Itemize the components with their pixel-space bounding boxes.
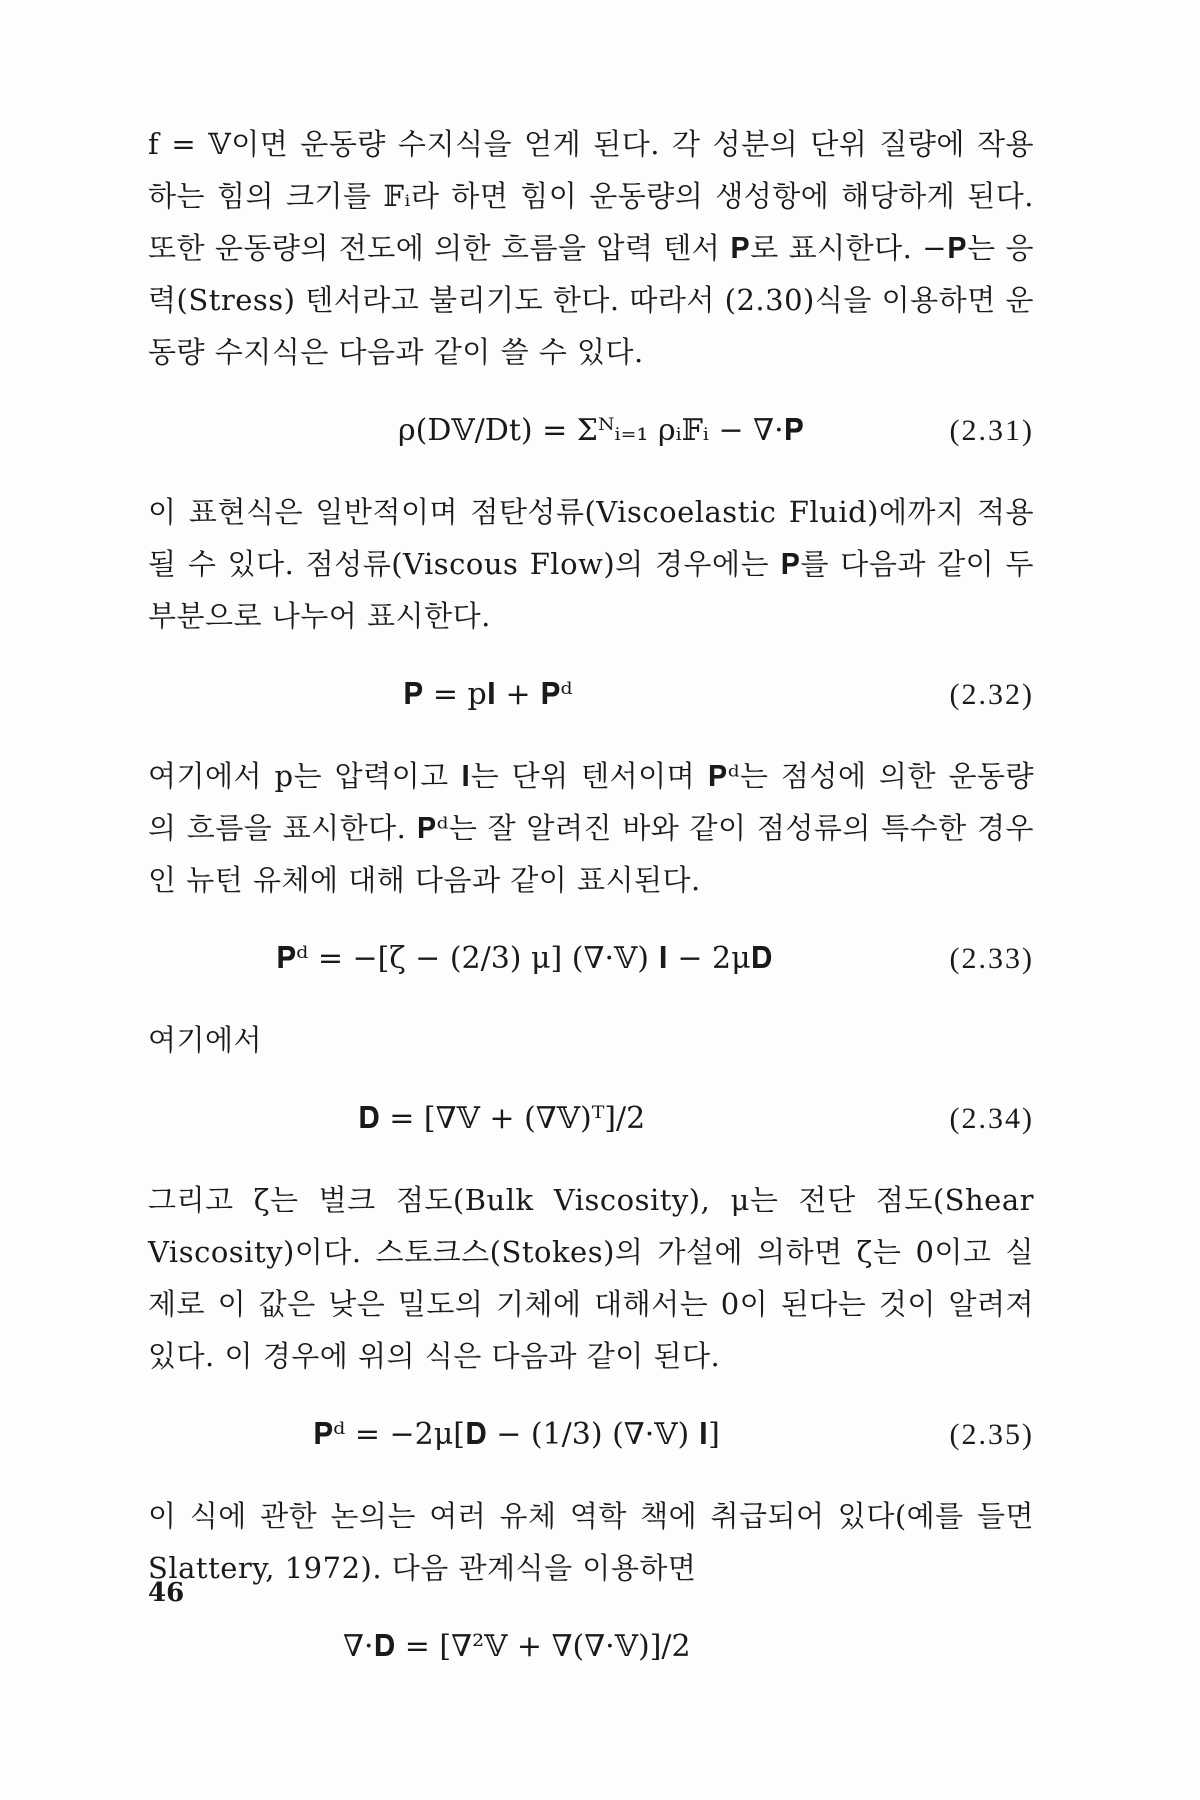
equation-divergence-d: [148, 1616, 1034, 1678]
equation-number: (2.33): [949, 942, 1034, 975]
equation-formula: 𝐃 = [∇𝕍 + (∇𝕍)ᵀ]/2: [358, 1101, 646, 1136]
paragraph-momentum-balance: f = 𝕍이면 운동량 수지식을 얻게 된다. 각 성분의 단위 질량에 작용하는 힘의 크기를 𝔽ᵢ라 하면 힘이 운동량의 생성항에 해당하게 된다. 또한 운동량의 전도에 의한 흐름을 압력 텐서 𝐏로 표시한다. −𝐏는 응력(Stress) 텐서라고 불리기도 한다. 따라서 (2.30)식을 이용하면 운동량 수지식은 다음과 같이 쓸 수 있다.: [148, 127, 1034, 369]
page-body: [148, 118, 1034, 1702]
equation-number: (2.35): [949, 1418, 1034, 1451]
paragraph-bulk-viscosity: 그리고 ζ는 벌크 점도(Bulk Viscosity), μ는 전단 점도(Shear Viscosity)이다. 스토크스(Stokes)의 가설에 의하면 ζ는 0이고 실제로 이 값은 낮은 밀도의 기체에 대해서는 0이 된다는 것이 알려져 있다. 이 경우에 위의 식은 다음과 같이 된다.: [148, 1183, 1034, 1373]
paragraph-pressure-tensor: 여기에서 p는 압력이고 𝐈는 단위 텐서이며 𝐏ᵈ는 점성에 의한 운동량의 흐름을 표시한다. 𝐏ᵈ는 잘 알려진 바와 같이 점성류의 특수한 경우인 뉴턴 유체에 대해 다음과 같이 표시된다.: [148, 759, 1034, 897]
paragraph-discussion: 이 식에 관한 논의는 여러 유체 역학 책에 취급되어 있다(예를 들면 Slattery, 1972). 다음 관계식을 이용하면: [148, 1499, 1034, 1585]
equation-2-31: [148, 400, 1034, 462]
equation-2-32: [148, 664, 1034, 726]
equation-number: (2.31): [949, 414, 1034, 447]
equation-2-33: [148, 928, 1034, 990]
equation-formula: 𝐏 = p𝐈 + 𝐏ᵈ: [403, 677, 573, 712]
equation-formula: 𝐏ᵈ = −[ζ − (2/3) μ] (∇·𝕍) 𝐈 − 2μ𝐃: [276, 941, 773, 976]
equation-2-34: [148, 1088, 1034, 1150]
equation-formula: ∇·𝐃 = [∇²𝕍 + ∇(∇·𝕍)]/2: [343, 1629, 691, 1664]
paragraph-where: 여기에서: [148, 1023, 263, 1057]
equation-number: (2.34): [949, 1102, 1034, 1135]
page-number: 46: [148, 1578, 185, 1608]
equation-number: (2.32): [949, 678, 1034, 711]
equation-formula: ρ(D𝕍/Dt) = Σᴺᵢ₌₁ ρᵢ𝔽ᵢ − ∇·𝐏: [398, 413, 804, 448]
equation-formula: 𝐏ᵈ = −2μ[𝐃 − (1/3) (∇·𝕍) 𝐈]: [313, 1417, 720, 1452]
paragraph-viscous-flow: 이 표현식은 일반적이며 점탄성류(Viscoelastic Fluid)에까지 적용될 수 있다. 점성류(Viscous Flow)의 경우에는 𝐏를 다음과 같이 두 부분으로 나누어 표시한다.: [148, 495, 1034, 633]
equation-2-35: [148, 1404, 1034, 1466]
